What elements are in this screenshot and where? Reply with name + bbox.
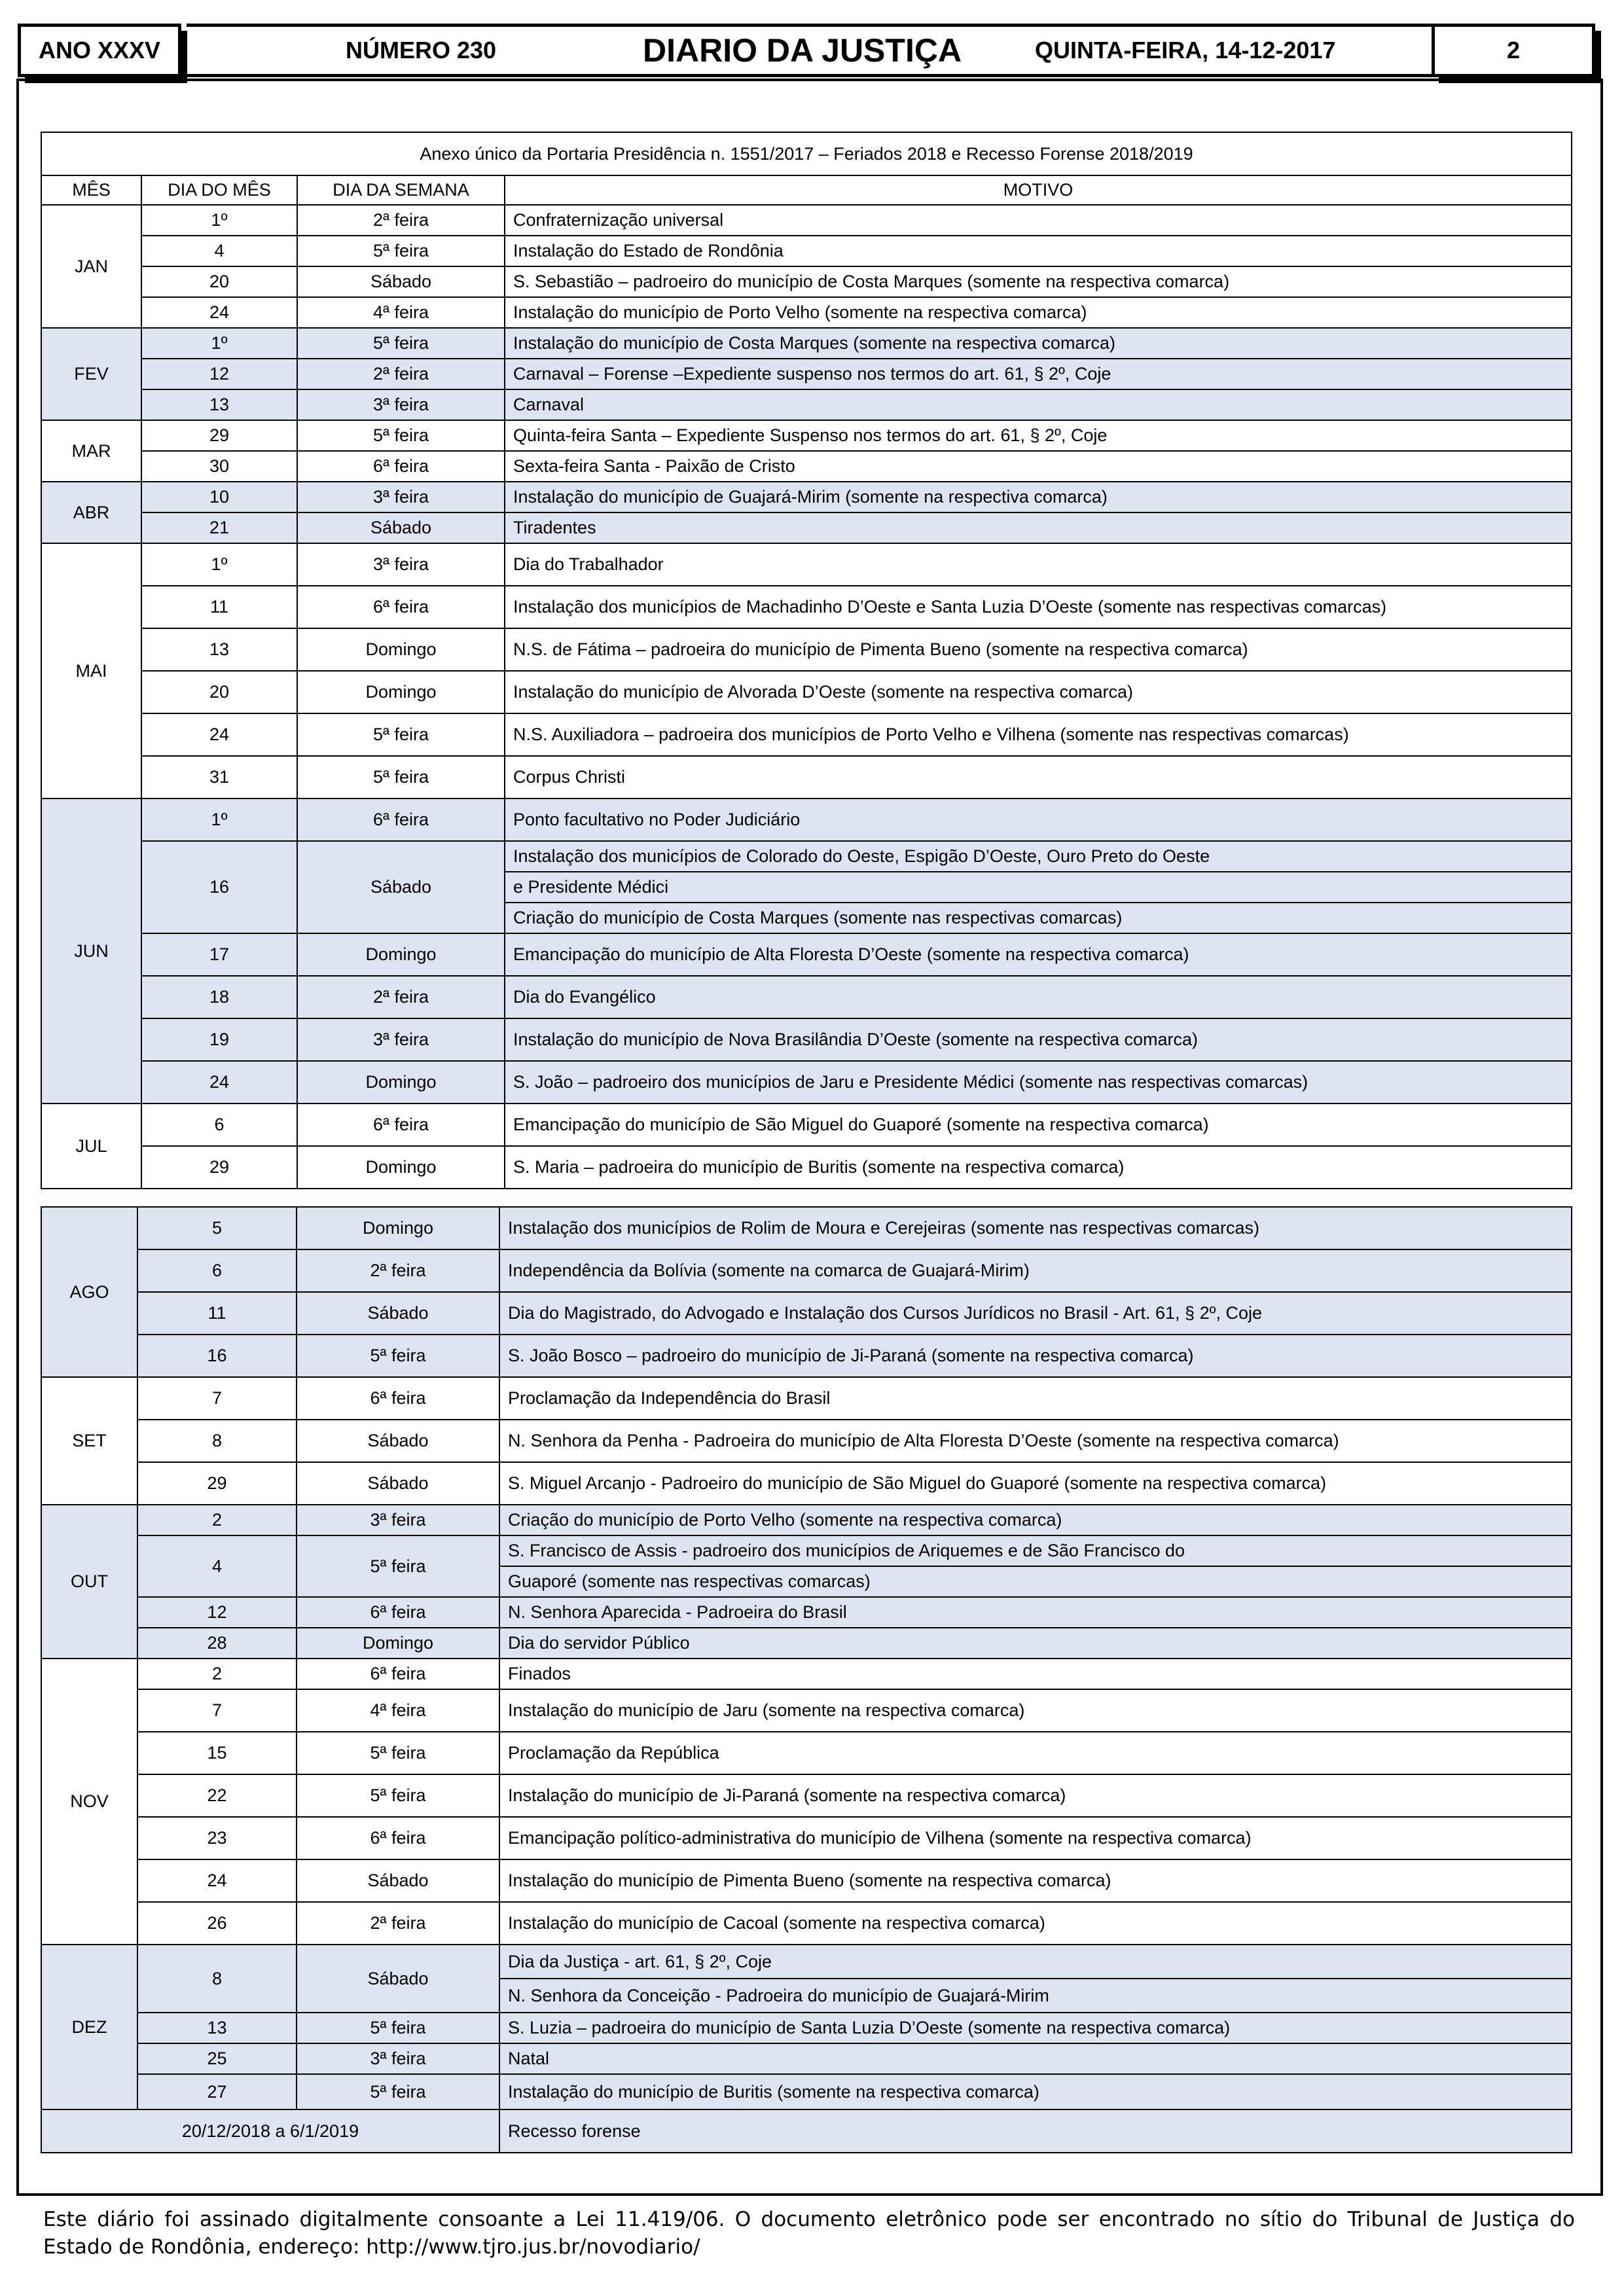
day-cell: 29 — [141, 1146, 297, 1189]
month-cell: NOV — [41, 1659, 137, 1945]
weekday-cell: 2ª feira — [297, 359, 505, 389]
day-cell: 2 — [137, 1505, 297, 1535]
month-cell: ABR — [41, 482, 141, 543]
motivo-cell: Dia do Trabalhador — [505, 543, 1572, 586]
weekday-cell: 6ª feira — [297, 1817, 499, 1859]
motivo-cell: N. Senhora da Conceição - Padroeira do município de Guajará-Mirim — [499, 1979, 1572, 2013]
month-cell: OUT — [41, 1505, 137, 1659]
weekday-cell: 3ª feira — [297, 1018, 505, 1061]
page-header — [18, 24, 1603, 82]
weekday-cell: 5ª feira — [297, 2074, 499, 2109]
weekday-cell: Sábado — [297, 1420, 499, 1462]
month-cell: JUL — [41, 1103, 141, 1189]
month-cell: AGO — [41, 1207, 137, 1377]
motivo-cell: Tiradentes — [505, 512, 1572, 543]
weekday-cell: Domingo — [297, 933, 505, 976]
day-cell: 1º — [141, 798, 297, 841]
motivo-cell: S. Maria – padroeira do município de Buritis (somente na respectiva comarca) — [505, 1146, 1572, 1189]
weekday-cell: Sábado — [297, 1292, 499, 1335]
motivo-cell: Emancipação do município de Alta Floresta D’Oeste (somente na respectiva comarca) — [505, 933, 1572, 976]
day-cell: 1º — [141, 543, 297, 586]
weekday-cell: 5ª feira — [297, 1774, 499, 1817]
motivo-cell: Instalação do município de Nova Brasilândia D’Oeste (somente na respectiva comarca) — [505, 1018, 1572, 1061]
day-cell: 17 — [141, 933, 297, 976]
motivo-cell: Corpus Christi — [505, 756, 1572, 798]
weekday-cell: Sábado — [297, 841, 505, 933]
day-cell: 15 — [137, 1732, 297, 1774]
day-cell: 13 — [137, 2013, 297, 2043]
weekday-cell: Domingo — [297, 1061, 505, 1103]
motivo-cell: Sexta-feira Santa - Paixão de Cristo — [505, 451, 1572, 482]
weekday-cell: 2ª feira — [297, 1249, 499, 1292]
day-cell: 20 — [141, 671, 297, 713]
page-number-box — [1432, 24, 1595, 77]
day-cell: 13 — [141, 628, 297, 671]
weekday-cell: 2ª feira — [297, 1902, 499, 1945]
month-cell: DEZ — [41, 1945, 137, 2109]
day-cell: 29 — [137, 1462, 297, 1505]
weekday-cell: 6ª feira — [297, 586, 505, 628]
recesso-motivo: Recesso forense — [499, 2109, 1572, 2153]
motivo-cell: N. Senhora da Penha - Padroeira do município de Alta Floresta D’Oeste (somente na respectiva comarca) — [499, 1420, 1572, 1462]
day-cell: 18 — [141, 976, 297, 1018]
weekday-cell: 5ª feira — [297, 1732, 499, 1774]
motivo-cell: Criação do município de Porto Velho (somente na respectiva comarca) — [499, 1505, 1572, 1535]
weekday-cell: Domingo — [297, 1207, 499, 1249]
day-cell: 4 — [141, 236, 297, 266]
weekday-cell: Sábado — [297, 512, 505, 543]
day-cell: 16 — [141, 841, 297, 933]
day-cell: 21 — [141, 512, 297, 543]
weekday-cell: 6ª feira — [297, 798, 505, 841]
column-header: DIA DO MÊS — [141, 175, 297, 205]
year-box — [18, 24, 181, 77]
day-cell: 7 — [137, 1377, 297, 1420]
motivo-cell: Carnaval — [505, 389, 1572, 420]
weekday-cell: 4ª feira — [297, 297, 505, 328]
weekday-cell: 5ª feira — [297, 2013, 499, 2043]
weekday-cell: 2ª feira — [297, 205, 505, 236]
motivo-cell: Criação do município de Costa Marques (somente nas respectivas comarcas) — [505, 903, 1572, 933]
day-cell: 8 — [137, 1945, 297, 2013]
month-cell: MAI — [41, 543, 141, 798]
weekday-cell: 5ª feira — [297, 713, 505, 756]
motivo-cell: Instalação do município de Costa Marques (somente na respectiva comarca) — [505, 328, 1572, 359]
day-cell: 1º — [141, 205, 297, 236]
weekday-cell: 5ª feira — [297, 1535, 499, 1597]
day-cell: 19 — [141, 1018, 297, 1061]
motivo-cell: Natal — [499, 2043, 1572, 2074]
day-cell: 7 — [137, 1689, 297, 1732]
day-cell: 1º — [141, 328, 297, 359]
motivo-cell: Dia do Evangélico — [505, 976, 1572, 1018]
day-cell: 26 — [137, 1902, 297, 1945]
masthead — [187, 24, 1441, 77]
motivo-cell: e Presidente Médici — [505, 872, 1572, 903]
weekday-cell: Domingo — [297, 671, 505, 713]
month-cell: JUN — [41, 798, 141, 1103]
day-cell: 24 — [141, 1061, 297, 1103]
day-cell: 30 — [141, 451, 297, 482]
month-cell: FEV — [41, 328, 141, 420]
day-cell: 22 — [137, 1774, 297, 1817]
weekday-cell: 6ª feira — [297, 1103, 505, 1146]
month-cell: MAR — [41, 420, 141, 482]
page-number: 2 — [1506, 37, 1521, 63]
motivo-cell: Finados — [499, 1659, 1572, 1689]
day-cell: 28 — [137, 1628, 297, 1659]
weekday-cell: 6ª feira — [297, 1659, 499, 1689]
motivo-cell: Emancipação político-administrativa do município de Vilhena (somente na respectiva comarca) — [499, 1817, 1572, 1859]
holiday-table-part1 — [41, 132, 1572, 1189]
weekday-cell: Sábado — [297, 266, 505, 297]
day-cell: 11 — [137, 1292, 297, 1335]
weekday-cell: 5ª feira — [297, 328, 505, 359]
weekday-cell: Domingo — [297, 1628, 499, 1659]
day-cell: 16 — [137, 1335, 297, 1377]
weekday-cell: 3ª feira — [297, 543, 505, 586]
weekday-cell: 6ª feira — [297, 1377, 499, 1420]
motivo-cell: Instalação dos municípios de Machadinho D’Oeste e Santa Luzia D’Oeste (somente nas respectivas comarcas) — [505, 586, 1572, 628]
motivo-cell: Instalação dos municípios de Rolim de Moura e Cerejeiras (somente nas respectivas comarcas) — [499, 1207, 1572, 1249]
weekday-cell: 2ª feira — [297, 976, 505, 1018]
weekday-cell: Sábado — [297, 1462, 499, 1505]
day-cell: 6 — [141, 1103, 297, 1146]
weekday-cell: 6ª feira — [297, 1597, 499, 1628]
day-cell: 12 — [141, 359, 297, 389]
weekday-cell: 3ª feira — [297, 2043, 499, 2074]
publication-title: DIARIO DA JUSTIÇA — [643, 32, 962, 69]
day-cell: 5 — [137, 1207, 297, 1249]
annex-title: Anexo único da Portaria Presidência n. 1551/2017 – Feriados 2018 e Recesso Forense 2018/2019 — [41, 132, 1572, 175]
day-cell: 4 — [137, 1535, 297, 1597]
day-cell: 12 — [137, 1597, 297, 1628]
day-cell: 10 — [141, 482, 297, 512]
motivo-cell: Proclamação da Independência do Brasil — [499, 1377, 1572, 1420]
motivo-cell: Carnaval – Forense –Expediente suspenso nos termos do art. 61, § 2º, Coje — [505, 359, 1572, 389]
motivo-cell: S. Miguel Arcanjo - Padroeiro do município de São Miguel do Guaporé (somente na respectiva comarca) — [499, 1462, 1572, 1505]
column-header: MOTIVO — [505, 175, 1572, 205]
motivo-cell: Ponto facultativo no Poder Judiciário — [505, 798, 1572, 841]
motivo-cell: Instalação do município de Porto Velho (somente na respectiva comarca) — [505, 297, 1572, 328]
motivo-cell: Instalação do município de Buritis (somente na respectiva comarca) — [499, 2074, 1572, 2109]
motivo-cell: S. Sebastião – padroeiro do município de Costa Marques (somente na respectiva comarca) — [505, 266, 1572, 297]
day-cell: 27 — [137, 2074, 297, 2109]
motivo-cell: Independência da Bolívia (somente na comarca de Guajará-Mirim) — [499, 1249, 1572, 1292]
motivo-cell: Dia da Justiça - art. 61, § 2º, Coje — [499, 1945, 1572, 1979]
motivo-cell: Instalação do Estado de Rondônia — [505, 236, 1572, 266]
holiday-table-part2 — [41, 1206, 1572, 2153]
day-cell: 11 — [141, 586, 297, 628]
weekday-cell: 3ª feira — [297, 482, 505, 512]
weekday-cell: Domingo — [297, 628, 505, 671]
day-cell: 23 — [137, 1817, 297, 1859]
weekday-cell: 4ª feira — [297, 1689, 499, 1732]
day-cell: 24 — [141, 297, 297, 328]
weekday-cell: 5ª feira — [297, 420, 505, 451]
motivo-cell: S. João – padroeiro dos municípios de Jaru e Presidente Médici (somente nas respectivas comarcas) — [505, 1061, 1572, 1103]
motivo-cell: N. Senhora Aparecida - Padroeira do Brasil — [499, 1597, 1572, 1628]
motivo-cell: S. João Bosco – padroeiro do município de Ji-Paraná (somente na respectiva comarca) — [499, 1335, 1572, 1377]
issue-date: QUINTA-FEIRA, 14-12-2017 — [1035, 37, 1336, 63]
weekday-cell: 5ª feira — [297, 756, 505, 798]
day-cell: 8 — [137, 1420, 297, 1462]
month-cell: JAN — [41, 205, 141, 328]
day-cell: 6 — [137, 1249, 297, 1292]
motivo-cell: Instalação do município de Alvorada D’Oeste (somente na respectiva comarca) — [505, 671, 1572, 713]
motivo-cell: Proclamação da República — [499, 1732, 1572, 1774]
day-cell: 25 — [137, 2043, 297, 2074]
motivo-cell: N.S. Auxiliadora – padroeira dos municípios de Porto Velho e Vilhena (somente nas respectivas comarcas) — [505, 713, 1572, 756]
motivo-cell: Quinta-feira Santa – Expediente Suspenso nos termos do art. 61, § 2º, Coje — [505, 420, 1572, 451]
weekday-cell: 5ª feira — [297, 1335, 499, 1377]
motivo-cell: Instalação do município de Jaru (somente na respectiva comarca) — [499, 1689, 1572, 1732]
day-cell: 24 — [141, 713, 297, 756]
day-cell: 13 — [141, 389, 297, 420]
motivo-cell: Instalação do município de Guajará-Mirim (somente na respectiva comarca) — [505, 482, 1572, 512]
day-cell: 29 — [141, 420, 297, 451]
day-cell: 2 — [137, 1659, 297, 1689]
recesso-period: 20/12/2018 a 6/1/2019 — [41, 2109, 499, 2153]
motivo-cell: Dia do Magistrado, do Advogado e Instalação dos Cursos Jurídicos no Brasil - Art. 61, § 2º, Coje — [499, 1292, 1572, 1335]
motivo-cell: Confraternização universal — [505, 205, 1572, 236]
column-header: DIA DA SEMANA — [297, 175, 505, 205]
footer-note: Este diário foi assinado digitalmente consoante a Lei 11.419/06. O documento eletrônico pode ser encontrado no sítio do Tribunal de Justiça do Estado de Rondônia, endereço: http://www.tjro.jus.br/novodiario/ — [43, 2208, 1575, 2259]
motivo-cell: Emancipação do município de São Miguel do Guaporé (somente na respectiva comarca) — [505, 1103, 1572, 1146]
month-cell: SET — [41, 1377, 137, 1505]
weekday-cell: 6ª feira — [297, 451, 505, 482]
motivo-cell: S. Luzia – padroeira do município de Santa Luzia D’Oeste (somente na respectiva comarca) — [499, 2013, 1572, 2043]
weekday-cell: Sábado — [297, 1945, 499, 2013]
motivo-cell: Dia do servidor Público — [499, 1628, 1572, 1659]
motivo-cell: Instalação do município de Pimenta Bueno (somente na respectiva comarca) — [499, 1859, 1572, 1902]
motivo-cell: Instalação do município de Cacoal (somente na respectiva comarca) — [499, 1902, 1572, 1945]
weekday-cell: Domingo — [297, 1146, 505, 1189]
motivo-cell: Instalação do município de Ji-Paraná (somente na respectiva comarca) — [499, 1774, 1572, 1817]
year-label: ANO XXXV — [38, 37, 161, 63]
motivo-cell: Instalação dos municípios de Colorado do Oeste, Espigão D’Oeste, Ouro Preto do Oeste — [505, 841, 1572, 872]
day-cell: 24 — [137, 1859, 297, 1902]
weekday-cell: 3ª feira — [297, 389, 505, 420]
motivo-cell: S. Francisco de Assis - padroeiro dos municípios de Ariquemes e de São Francisco do — [499, 1535, 1572, 1566]
day-cell: 31 — [141, 756, 297, 798]
motivo-cell: N.S. de Fátima – padroeira do município de Pimenta Bueno (somente na respectiva comarca) — [505, 628, 1572, 671]
weekday-cell: 5ª feira — [297, 236, 505, 266]
weekday-cell: 3ª feira — [297, 1505, 499, 1535]
weekday-cell: Sábado — [297, 1859, 499, 1902]
column-header: MÊS — [41, 175, 141, 205]
day-cell: 20 — [141, 266, 297, 297]
motivo-cell: Guaporé (somente nas respectivas comarcas) — [499, 1566, 1572, 1597]
issue-number: NÚMERO 230 — [346, 37, 497, 63]
